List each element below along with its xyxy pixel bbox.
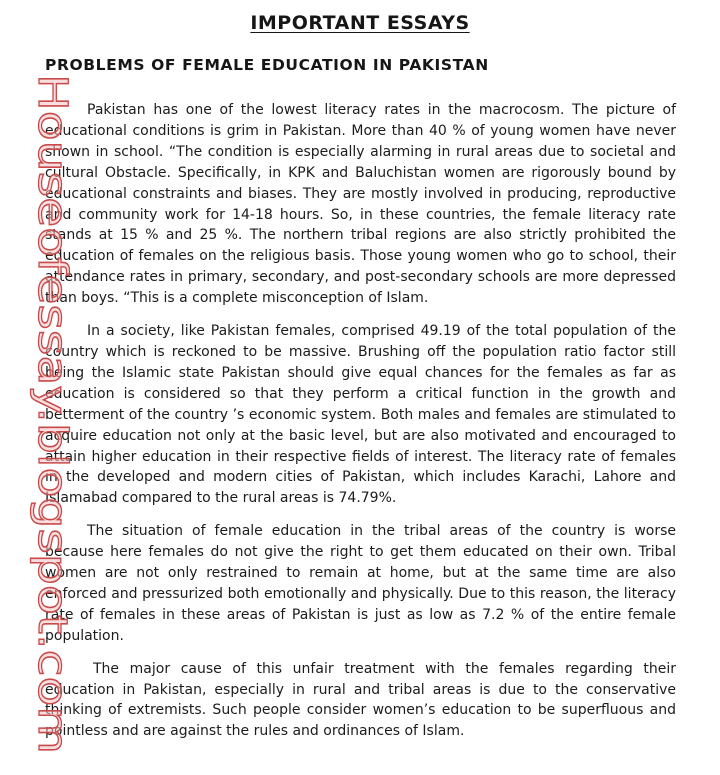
page-title: IMPORTANT ESSAYS bbox=[250, 12, 470, 34]
paragraph-2: In a society, like Pakistan females, comprised 49.19 of the total population of the country which is reckoned to be massive. Brushing off the population ratio factor still being the Islamic state Pakistan should give equal chances for the females as far as education is considered so that they perform a critical function in the growth and betterment of the country ’s economic system. Both males and females are stimulated to acquire education not only at the basic level, but are also motivated and encouraged to attain higher education in their respective fields of interest. The literacy rate of females in the developed and modern cities of Pakistan, which includes Karachi, Lahore and Islamabad compared to the rural areas is 74.79%. bbox=[45, 323, 676, 507]
paragraph-1: Pakistan has one of the lowest literacy rates in the macrocosm. The picture of educational conditions is grim in Pakistan. More than 40 % of young women have never shown in school. “The condition is especially alarming in rural areas due to societal and cultural Obstacle. Specifically, in KPK and Baluchistan women are rigorously bound by educational constraints and biases. They are mostly involved in producing, reproductive and community work for 14-18 hours. So, in these countries, the female literacy rate stands at 15 % and 25 %. The northern tribal regions are also strictly prohibited the education of females on the religious basis. Those young women who go to school, their attendance rates in primary, secondary, and post-secondary schools are more depressed than boys. “This is a complete misconception of Islam. bbox=[45, 102, 676, 307]
watermark bbox=[0, 74, 75, 759]
essay-body bbox=[45, 100, 676, 754]
paragraph-3: The situation of female education in the tribal areas of the country is worse because here females do not give the right to get them educated on their own. Tribal women are not only restrained to remain at home, but at the same time are also enforced and pressurized both emotionally and physically. Due to this reason, the literacy rate of females in these areas of Pakistan is just as low as 7.2 % of the entire female population. bbox=[45, 523, 676, 644]
watermark-text: Houseofessay.blogspot.com bbox=[29, 74, 75, 631]
essay-heading: PROBLEMS OF FEMALE EDUCATION IN PAKISTAN bbox=[45, 56, 489, 74]
paragraph-4: The major cause of this unfair treatment with the females regarding their education in Pakistan, especially in rural and tribal areas is due to the conservative thinking of extremists. Such people consider women’s education to be superfluous and pointless and are against the rules and ordinances of Islam. bbox=[45, 660, 676, 740]
